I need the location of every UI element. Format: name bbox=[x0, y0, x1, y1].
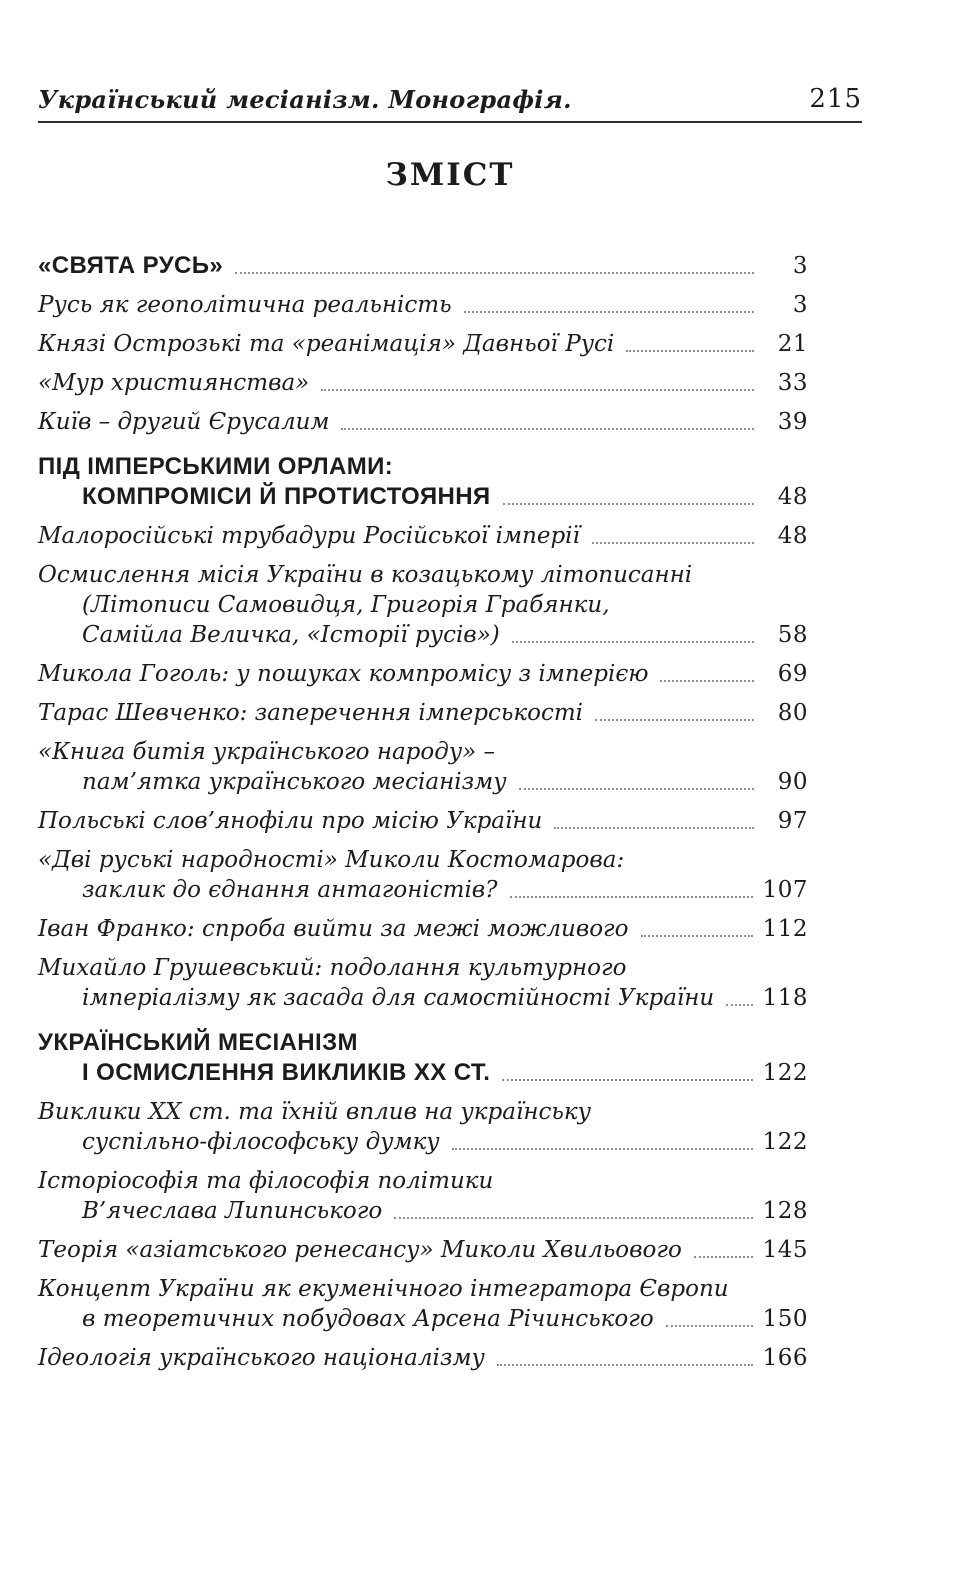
page-content bbox=[38, 84, 862, 1373]
toc-entry-text: «Книга битія українського народу» – bbox=[38, 739, 496, 765]
toc-entry-text: Самійла Величка, «Історії русів») bbox=[82, 622, 500, 648]
toc-entry-text: Ідеологія українського націоналізму bbox=[38, 1345, 485, 1371]
toc-entry bbox=[38, 368, 808, 398]
toc-entry-page-number: 48 bbox=[777, 484, 808, 510]
dotted-leader bbox=[235, 272, 754, 274]
running-header bbox=[38, 84, 862, 123]
dotted-leader bbox=[595, 719, 754, 721]
toc-entry bbox=[38, 914, 808, 944]
toc-entry-text: Князі Острозькі та «реанімація» Давньої Русі bbox=[38, 331, 615, 357]
toc-entry-text: Історіософія та філософія політики bbox=[38, 1168, 494, 1194]
toc-entry-line bbox=[38, 1058, 808, 1088]
dotted-leader bbox=[554, 827, 754, 829]
toc-entry-page-number: 118 bbox=[762, 985, 808, 1011]
toc-entry-text: Михайло Грушевський: подолання культурного bbox=[38, 955, 627, 981]
toc-entry-page-number: 150 bbox=[762, 1306, 808, 1332]
toc-entry-text: заклик до єднання антагоністів? bbox=[82, 877, 498, 903]
toc-entry-line bbox=[38, 806, 808, 836]
toc-entry-line bbox=[38, 1343, 808, 1373]
toc-entry-text: суспільно-філософську думку bbox=[82, 1129, 440, 1155]
toc-entry-text: Концепт України як екуменічного інтегратора Європи bbox=[38, 1276, 729, 1302]
dotted-leader bbox=[341, 428, 754, 430]
toc-entry-page-number: 122 bbox=[762, 1129, 808, 1155]
toc-entry-text: пам’ятка українського месіанізму bbox=[82, 769, 507, 795]
toc-entry bbox=[38, 1028, 808, 1088]
toc-entry-text: І ОСМИСЛЕННЯ ВИКЛИКІВ ХХ СТ. bbox=[82, 1059, 491, 1086]
toc-entry-text: В’ячеслава Липинського bbox=[82, 1198, 383, 1224]
toc-entry-line bbox=[38, 659, 808, 689]
toc-entry-line bbox=[38, 368, 808, 398]
toc-entry-line bbox=[38, 875, 808, 905]
toc-entry-text: Теорія «азіатського ренесансу» Миколи Хвильового bbox=[38, 1237, 682, 1263]
toc-entry bbox=[38, 698, 808, 728]
toc-entry-line bbox=[38, 521, 808, 551]
toc-entry-text: Польські слов’янофіли про місію України bbox=[38, 808, 543, 834]
toc-entry bbox=[38, 407, 808, 437]
toc-entry-line bbox=[38, 845, 808, 875]
toc-entry-page-number: 21 bbox=[777, 331, 808, 357]
toc-entry-text: «Дві руські народності» Миколи Костомарова: bbox=[38, 847, 625, 873]
toc-entry bbox=[38, 521, 808, 551]
dotted-leader bbox=[726, 1004, 752, 1006]
toc-entry-line bbox=[38, 1196, 808, 1226]
running-header-book-title: Український месіанізм. Монографія. bbox=[38, 85, 572, 114]
toc-entry bbox=[38, 953, 808, 1013]
toc-entries bbox=[38, 251, 862, 1373]
dotted-leader bbox=[641, 935, 753, 937]
dotted-leader bbox=[694, 1256, 753, 1258]
dotted-leader bbox=[666, 1325, 753, 1327]
toc-title: ЗМІСТ bbox=[385, 157, 515, 193]
dotted-leader bbox=[452, 1148, 753, 1150]
toc-entry-line bbox=[38, 1235, 808, 1265]
toc-entry bbox=[38, 329, 808, 359]
toc-entry bbox=[38, 1166, 808, 1226]
toc-entry-text: ПІД ІМПЕРСЬКИМИ ОРЛАМИ: bbox=[38, 453, 394, 480]
dotted-leader bbox=[464, 311, 754, 313]
toc-entry-line bbox=[38, 1097, 808, 1127]
running-header-page-number: 215 bbox=[809, 84, 862, 114]
toc-entry-line bbox=[38, 407, 808, 437]
toc-entry-line bbox=[38, 1028, 808, 1058]
toc-entry-text: Тарас Шевченко: заперечення імперськості bbox=[38, 700, 584, 726]
toc-entry-page-number: 107 bbox=[762, 877, 808, 903]
toc-entry-line bbox=[38, 914, 808, 944]
dotted-leader bbox=[321, 389, 754, 391]
toc-entry-line bbox=[38, 590, 808, 620]
toc-entry-page-number: 122 bbox=[762, 1060, 808, 1086]
toc-entry bbox=[38, 1097, 808, 1157]
toc-entry-line bbox=[38, 290, 808, 320]
toc-entry-page-number: 3 bbox=[792, 253, 808, 279]
dotted-leader bbox=[626, 350, 754, 352]
toc-entry bbox=[38, 806, 808, 836]
toc-entry-text: в теоретичних побудовах Арсена Річинського bbox=[82, 1306, 654, 1332]
toc-entry-page-number: 112 bbox=[762, 916, 808, 942]
toc-entry-page-number: 145 bbox=[762, 1237, 808, 1263]
toc-entry bbox=[38, 659, 808, 689]
toc-entry-page-number: 90 bbox=[777, 769, 808, 795]
toc-entry-page-number: 58 bbox=[777, 622, 808, 648]
toc-entry-text: «СВЯТА РУСЬ» bbox=[38, 252, 224, 279]
toc-entry-text: Русь як геополітична реальність bbox=[38, 292, 452, 318]
toc-entry bbox=[38, 1274, 808, 1334]
toc-entry-page-number: 166 bbox=[762, 1345, 808, 1371]
toc-entry-text: Осмислення місія України в козацькому літописанні bbox=[38, 562, 693, 588]
dotted-leader bbox=[510, 896, 753, 898]
toc-entry-line bbox=[38, 1274, 808, 1304]
toc-entry bbox=[38, 290, 808, 320]
toc-entry-line bbox=[38, 482, 808, 512]
toc-entry-text: Микола Гоголь: у пошуках компромісу з імперією bbox=[38, 661, 649, 687]
toc-entry bbox=[38, 1235, 808, 1265]
toc-entry bbox=[38, 737, 808, 797]
toc-entry-line bbox=[38, 767, 808, 797]
dotted-leader bbox=[660, 680, 754, 682]
toc-entry-line bbox=[38, 983, 808, 1013]
dotted-leader bbox=[512, 641, 754, 643]
toc-entry-text: Малоросійські трубадури Російської імперії bbox=[38, 523, 580, 549]
toc-entry-text: УКРАЇНСЬКИЙ МЕСІАНІЗМ bbox=[38, 1029, 358, 1056]
dotted-leader bbox=[502, 1079, 752, 1081]
toc-entry-line bbox=[38, 452, 808, 482]
toc-entry bbox=[38, 251, 808, 281]
toc-entry-line bbox=[38, 1127, 808, 1157]
dotted-leader bbox=[497, 1364, 753, 1366]
dotted-leader bbox=[592, 542, 754, 544]
toc-entry-text: «Мур християнства» bbox=[38, 370, 310, 396]
toc-entry-text: Київ – другий Єрусалим bbox=[38, 409, 330, 435]
toc-entry-line bbox=[38, 251, 808, 281]
toc-entry-line bbox=[38, 560, 808, 590]
toc-entry-page-number: 48 bbox=[777, 523, 808, 549]
toc-entry-page-number: 80 bbox=[777, 700, 808, 726]
toc-entry-line bbox=[38, 737, 808, 767]
toc-entry-line bbox=[38, 329, 808, 359]
toc-entry-page-number: 39 bbox=[777, 409, 808, 435]
toc-entry-page-number: 3 bbox=[792, 292, 808, 318]
toc-entry-line bbox=[38, 1304, 808, 1334]
toc-entry-line bbox=[38, 1166, 808, 1196]
toc-entry-text: Виклики ХХ ст. та їхній вплив на українську bbox=[38, 1099, 591, 1125]
toc-entry-text: Іван Франко: спроба вийти за межі можливого bbox=[38, 916, 629, 942]
toc-entry-line bbox=[38, 620, 808, 650]
toc-entry bbox=[38, 1343, 808, 1373]
toc-entry bbox=[38, 452, 808, 512]
dotted-leader bbox=[394, 1217, 752, 1219]
toc-entry bbox=[38, 845, 808, 905]
toc-entry-text: імперіалізму як засада для самостійності України bbox=[82, 985, 715, 1011]
dotted-leader bbox=[519, 788, 754, 790]
toc-entry-line bbox=[38, 953, 808, 983]
toc-entry-page-number: 33 bbox=[777, 370, 808, 396]
toc-entry-page-number: 128 bbox=[762, 1198, 808, 1224]
toc-entry-text: (Літописи Самовидця, Григорія Грабянки, bbox=[82, 592, 610, 618]
toc-entry-page-number: 97 bbox=[777, 808, 808, 834]
toc-entry-text: КОМПРОМІСИ Й ПРОТИСТОЯННЯ bbox=[82, 483, 491, 510]
dotted-leader bbox=[503, 503, 754, 505]
toc-entry-line bbox=[38, 698, 808, 728]
toc-entry-page-number: 69 bbox=[777, 661, 808, 687]
toc-entry bbox=[38, 560, 808, 650]
